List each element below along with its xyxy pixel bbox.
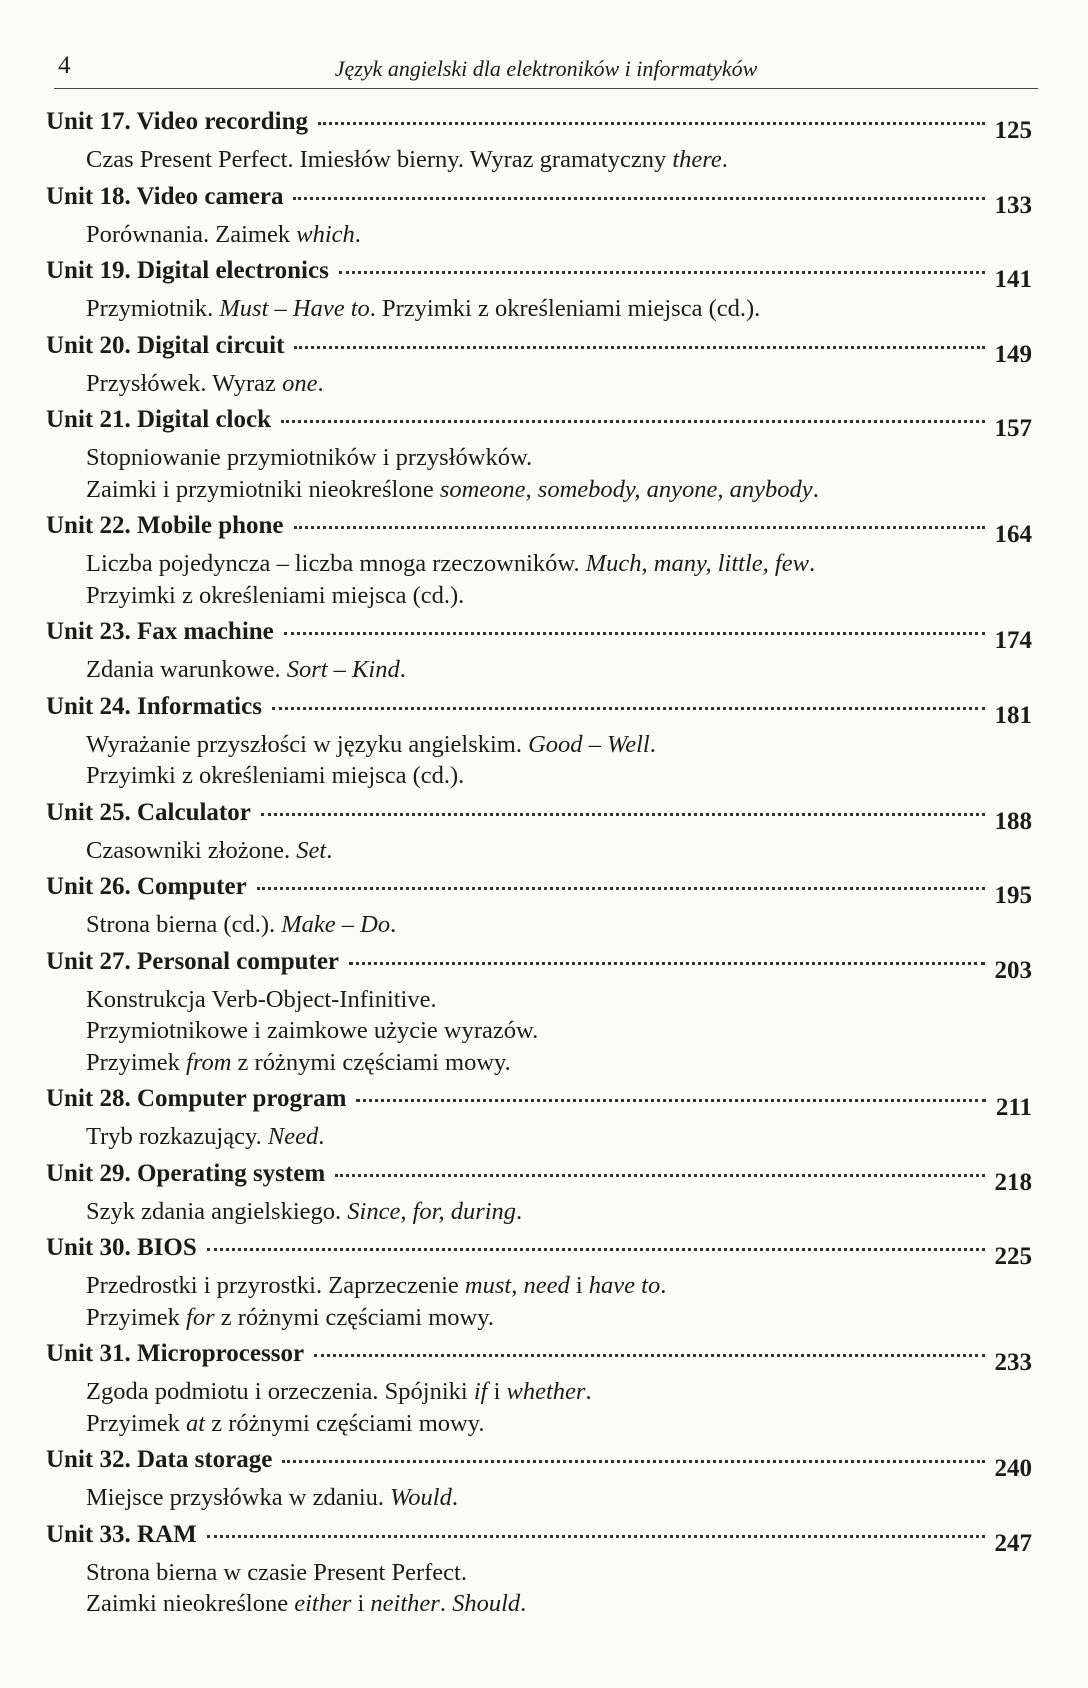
unit-title: Unit 19. Digital electronics [46, 257, 329, 284]
unit-topics-line [46, 1376, 1032, 1408]
dot-leader [293, 197, 984, 200]
toc-unit-line [46, 1160, 1032, 1196]
unit-page-number: 233 [994, 1349, 1032, 1376]
topic-term: Good – Well [528, 730, 650, 758]
topic-text: Przyimek [86, 1303, 187, 1331]
unit-topics-line [46, 293, 1032, 325]
topic-text: . [318, 1123, 325, 1150]
unit-title: Unit 26. Computer [46, 873, 247, 900]
topic-text: Wyrażanie przyszłości w języku angielskim. [86, 730, 529, 758]
toc-entry [46, 1160, 1032, 1228]
unit-page-number: 141 [994, 266, 1032, 293]
toc-unit-line [46, 512, 1032, 548]
unit-page-number: 240 [994, 1455, 1032, 1482]
dot-leader [314, 1354, 984, 1357]
topic-term: one [282, 369, 318, 397]
unit-topics-line [46, 1588, 1032, 1620]
topic-text: Zgoda podmiotu i orzeczenia. Spójniki [86, 1378, 474, 1405]
unit-topics-line [46, 144, 1032, 176]
toc-entry [46, 693, 1032, 792]
topic-text: . [354, 220, 361, 248]
dot-leader [272, 707, 985, 710]
topic-term: neither [370, 1590, 440, 1617]
topic-text: . [721, 146, 728, 173]
toc-entry [46, 183, 1032, 251]
topic-text: i [351, 1590, 371, 1617]
topic-text: Strona bierna w czasie Present Perfect. [86, 1558, 467, 1586]
unit-topics-line [46, 1482, 1032, 1514]
toc-unit-line [46, 1446, 1032, 1482]
topic-text: Tryb rozkazujący. [86, 1123, 268, 1150]
topic-text: Przyimek [86, 1048, 187, 1076]
topic-term: someone, somebody, anyone, anybody [439, 475, 813, 503]
toc-entry [46, 1085, 1032, 1153]
unit-topics-line [46, 1302, 1032, 1334]
toc-entry [46, 618, 1032, 686]
topic-term: have to [588, 1272, 661, 1299]
unit-topics-line [46, 580, 1032, 612]
dot-leader [335, 1174, 984, 1177]
topic-text: z różnymi częściami mowy. [214, 1303, 495, 1331]
unit-page-number: 211 [995, 1094, 1032, 1121]
toc-entry [46, 1521, 1032, 1620]
toc-unit-line [46, 183, 1032, 219]
unit-topics-line [46, 1196, 1032, 1228]
topic-text: Liczba pojedyncza – liczba mnoga rzeczowników. [86, 550, 586, 577]
topic-text: . [399, 656, 406, 683]
toc-unit-line [46, 257, 1032, 293]
topic-text: Przedrostki i przyrostki. Zaprzeczenie [86, 1272, 465, 1299]
dot-leader [207, 1248, 985, 1251]
topic-term: Should [452, 1590, 521, 1617]
dot-leader [294, 346, 984, 349]
topic-text: Konstrukcja Verb-Object-Infinitive. [86, 985, 437, 1013]
topic-text: . [520, 1590, 527, 1617]
topic-term: Sort – Kind [286, 656, 400, 683]
unit-topics-line [46, 1408, 1032, 1440]
toc-unit-line [46, 1340, 1032, 1376]
unit-topics-line [46, 909, 1032, 941]
topic-text: Czas Present Perfect. Imiesłów bierny. Wyraz gramatyczny [86, 146, 673, 173]
topic-text: Przyimki z określeniami miejsca (cd.). [86, 762, 465, 789]
dot-leader [356, 1099, 985, 1102]
topic-text: . [649, 730, 656, 758]
toc-unit-line [46, 1234, 1032, 1270]
unit-topics-line [46, 219, 1032, 251]
topic-text: Przymiotnikowe i zaimkowe użycie wyrazów. [86, 1017, 539, 1044]
topic-text: . [660, 1272, 667, 1299]
topic-text: . Przyimki z określeniami miejsca (cd.). [369, 295, 761, 322]
topic-text: . [808, 550, 816, 577]
topic-term: Make – Do [281, 911, 391, 938]
topic-text: Przyimek [86, 1409, 187, 1437]
topic-text: . [439, 1590, 453, 1617]
unit-title: Unit 33. RAM [46, 1520, 197, 1548]
unit-title: Unit 31. Microprocessor [46, 1340, 305, 1367]
topic-text: Czasowniki złożone. [86, 836, 297, 864]
topic-term: whether [506, 1378, 586, 1405]
unit-topics-line [46, 442, 1032, 474]
unit-page-number: 164 [994, 521, 1032, 548]
unit-title: Unit 23. Fax machine [46, 618, 274, 645]
unit-title: Unit 22. Mobile phone [46, 512, 284, 539]
toc-entry [46, 332, 1032, 400]
table-of-contents [46, 108, 1032, 1627]
unit-topics-line [46, 984, 1032, 1016]
unit-page-number: 133 [994, 191, 1032, 219]
dot-leader [281, 420, 985, 423]
toc-entry [46, 406, 1032, 505]
unit-page-number: 125 [994, 117, 1032, 144]
topic-text: Zaimki nieokreślone [86, 1590, 295, 1617]
unit-topics-line [46, 654, 1032, 686]
topic-text: z różnymi częściami mowy. [231, 1048, 511, 1076]
unit-title: Unit 18. Video camera [46, 182, 284, 210]
unit-topics-line [46, 368, 1032, 400]
unit-topics-line [46, 1270, 1032, 1302]
topic-term: Much, many, little, few [585, 550, 809, 577]
topic-text: . [326, 836, 333, 864]
topic-term: from [186, 1048, 232, 1076]
topic-text: Zaimki i przymiotniki nieokreślone [86, 475, 440, 503]
topic-term: Must – Have to [219, 295, 370, 322]
dot-leader [339, 271, 985, 274]
dot-leader [257, 887, 985, 890]
topic-term: there [672, 146, 722, 173]
unit-page-number: 181 [994, 701, 1032, 729]
topic-term: which [296, 220, 355, 248]
unit-title: Unit 30. BIOS [46, 1234, 197, 1261]
toc-entry [46, 799, 1032, 867]
toc-entry [46, 108, 1032, 176]
page-number: 4 [58, 52, 71, 79]
toc-unit-line [46, 108, 1032, 144]
unit-page-number: 203 [994, 956, 1032, 984]
unit-topics-line [46, 1015, 1032, 1047]
topic-text: . [585, 1378, 592, 1405]
topic-text: . [451, 1484, 458, 1511]
toc-unit-line [46, 332, 1032, 368]
dot-leader [284, 632, 985, 635]
unit-topics-line [46, 1047, 1032, 1079]
topic-text: z różnymi częściami mowy. [205, 1409, 485, 1437]
topic-text: Szyk zdania angielskiego. [86, 1197, 348, 1225]
unit-title: Unit 28. Computer program [46, 1085, 347, 1112]
toc-entry [46, 1234, 1032, 1333]
topic-text: Porównania. Zaimek [86, 220, 297, 248]
topic-text: . [812, 475, 819, 503]
toc-unit-line [46, 618, 1032, 654]
unit-page-number: 195 [994, 882, 1032, 909]
topic-term: must, need [464, 1272, 570, 1299]
unit-topics-line [46, 835, 1032, 867]
topic-text: i [569, 1272, 589, 1299]
dot-leader [349, 962, 984, 965]
topic-text: Przymiotnik. [86, 295, 220, 322]
unit-topics-line [46, 1557, 1032, 1589]
toc-unit-line [46, 1085, 1032, 1121]
topic-text: Strona bierna (cd.). [86, 911, 282, 938]
unit-page-number: 149 [994, 340, 1032, 368]
topic-text: . [516, 1197, 523, 1225]
toc-entry [46, 873, 1032, 941]
unit-topics-line [46, 474, 1032, 506]
topic-term: at [186, 1409, 206, 1437]
unit-topics-line [46, 760, 1032, 792]
toc-unit-line [46, 948, 1032, 984]
unit-page-number: 188 [994, 807, 1032, 835]
topic-term: for [186, 1303, 215, 1331]
topic-text: Stopniowanie przymiotników i przysłówków. [86, 444, 533, 471]
topic-term: Would [390, 1484, 452, 1511]
unit-title: Unit 32. Data storage [46, 1446, 273, 1473]
unit-page-number: 218 [994, 1168, 1032, 1196]
topic-term: Set [296, 836, 327, 864]
topic-text: Przysłówek. Wyraz [86, 369, 283, 397]
toc-entry [46, 512, 1032, 611]
topic-term: Since, for, during [347, 1197, 517, 1225]
unit-title: Unit 27. Personal computer [46, 947, 340, 975]
running-title: Język angielski dla elektroników i informatyków [334, 56, 758, 81]
topic-text: Przyimki z określeniami miejsca (cd.). [86, 581, 465, 609]
topic-text: Miejsce przysłówka w zdaniu. [86, 1484, 391, 1511]
topic-term: Need [267, 1123, 319, 1150]
unit-title: Unit 21. Digital clock [46, 406, 271, 433]
dot-leader [261, 813, 985, 816]
toc-entry [46, 948, 1032, 1079]
unit-title: Unit 20. Digital circuit [46, 331, 285, 359]
unit-topics-line [46, 1121, 1032, 1153]
topic-text: Zdania warunkowe. [86, 656, 287, 683]
unit-page-number: 174 [994, 627, 1032, 654]
toc-unit-line [46, 1521, 1032, 1557]
dot-leader [318, 122, 984, 125]
toc-unit-line [46, 873, 1032, 909]
topic-text: . [317, 369, 324, 397]
unit-topics-line [46, 548, 1032, 580]
toc-unit-line [46, 406, 1032, 442]
page-header [54, 46, 1038, 89]
unit-topics-line [46, 729, 1032, 761]
dot-leader [207, 1535, 985, 1538]
unit-page-number: 225 [994, 1243, 1032, 1270]
toc-unit-line [46, 799, 1032, 835]
unit-page-number: 157 [994, 415, 1032, 442]
unit-title: Unit 29. Operating system [46, 1159, 326, 1187]
topic-text: . [390, 911, 397, 938]
toc-entry [46, 1446, 1032, 1514]
toc-entry [46, 1340, 1032, 1439]
dot-leader [294, 526, 985, 529]
unit-title: Unit 24. Informatics [46, 692, 262, 720]
unit-page-number: 247 [994, 1529, 1032, 1557]
topic-term: either [294, 1590, 352, 1617]
topic-term: if [473, 1378, 488, 1405]
toc-entry [46, 257, 1032, 325]
unit-title: Unit 17. Video recording [46, 108, 309, 135]
toc-unit-line [46, 693, 1032, 729]
topic-text: i [487, 1378, 507, 1405]
unit-title: Unit 25. Calculator [46, 798, 251, 826]
dot-leader [282, 1460, 984, 1463]
